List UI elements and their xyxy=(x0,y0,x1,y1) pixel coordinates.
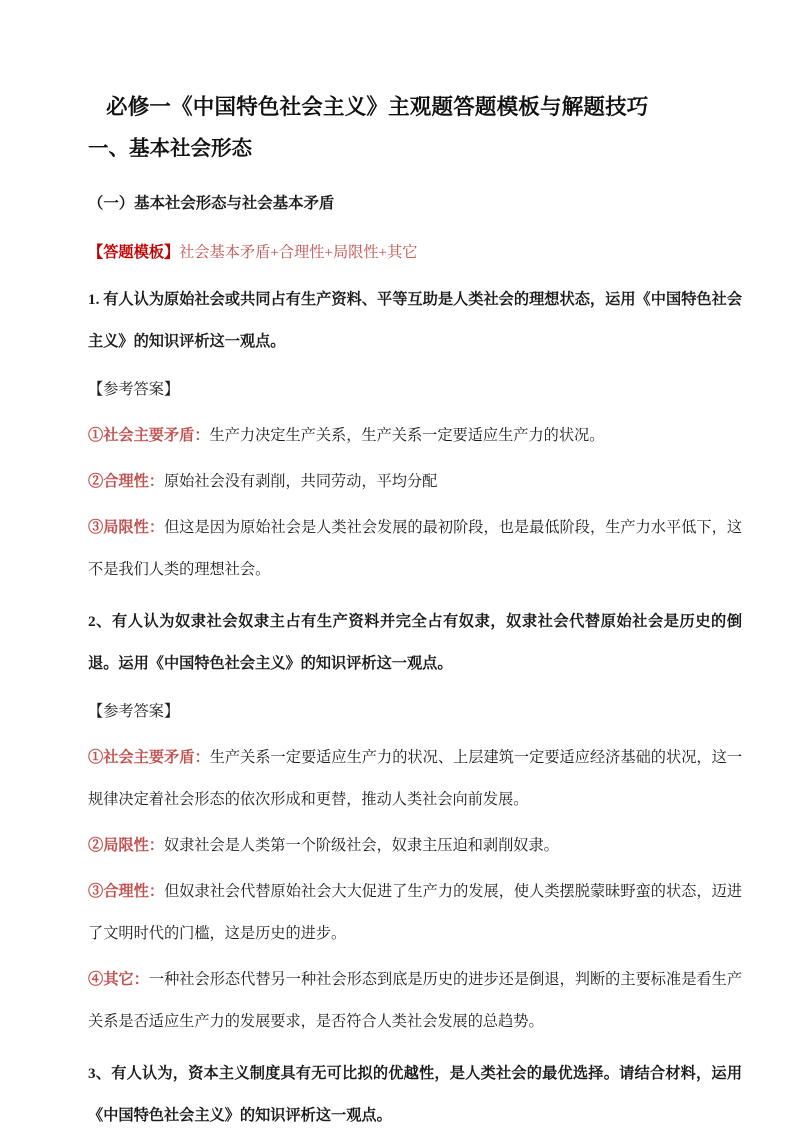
answer-marker: ① xyxy=(88,748,104,766)
answer-template-tag: 【答题模板】 xyxy=(88,243,180,261)
question-2-number: 2、 xyxy=(88,612,112,630)
answer-key-label: 合理性 xyxy=(103,882,149,900)
answer-key-label: 局限性 xyxy=(103,518,149,536)
question-1-answer-3 xyxy=(88,503,742,591)
answer-key-label: 其它 xyxy=(103,970,134,988)
question-2-answer-3 xyxy=(88,867,742,955)
answer-template-text: 社会基本矛盾+合理性+局限性+其它 xyxy=(179,243,418,261)
question-2-answer-1 xyxy=(88,733,742,821)
question-2-answer-2 xyxy=(88,821,742,867)
question-1-number: 1. xyxy=(88,290,100,308)
answer-marker: ③ xyxy=(88,882,104,900)
question-2-text: 有人认为奴隶社会奴隶主占有生产资料并完全占有奴隶，奴隶社会代替原始社会是历史的倒退。运用《中国特色社会主义》的知识评析这一观点。 xyxy=(88,612,743,672)
answer-separator: ： xyxy=(133,970,149,988)
answer-separator: ： xyxy=(148,472,164,490)
answer-body-text: 但这是因为原始社会是人类社会发展的最初阶段，也是最低阶段，生产力水平低下，这不是我们人类的理想社会。 xyxy=(88,518,743,578)
question-1-answer-1 xyxy=(88,411,742,457)
answer-key-label: 局限性 xyxy=(103,836,149,854)
answer-separator: ： xyxy=(148,836,164,854)
question-3-number: 3、 xyxy=(88,1064,112,1082)
question-1 xyxy=(88,274,742,363)
question-2-answer-4 xyxy=(88,955,742,1043)
section-heading: 一、基本社会形态 xyxy=(88,136,252,161)
question-2 xyxy=(88,591,742,685)
answer-body-text: 一种社会形态代替另一种社会形态到底是历史的进步还是倒退，判断的主要标准是看生产关系是否适应生产力的发展要求，是否符合人类社会发展的总趋势。 xyxy=(88,970,743,1030)
answer-body-text: 原始社会没有剥削，共同劳动，平均分配 xyxy=(163,472,438,490)
answer-body-text: 生产力决定生产关系，生产关系一定要适应生产力的状况。 xyxy=(209,426,605,444)
answer-separator: ： xyxy=(148,518,165,536)
answer-key-label: 社会主要矛盾 xyxy=(103,748,195,766)
answer-template-line xyxy=(88,225,742,274)
answer-marker: ④ xyxy=(88,970,104,988)
answer-marker: ① xyxy=(88,426,104,444)
question-1-answer-label: 【参考答案】 xyxy=(88,380,180,398)
page-title: 必修一《中国特色社会主义》主观题答题模板与解题技巧 xyxy=(106,95,649,120)
subsection-heading: （一）基本社会形态与社会基本矛盾 xyxy=(88,194,335,212)
document-content xyxy=(88,0,742,1137)
answer-separator: ： xyxy=(194,748,210,766)
answer-separator: ： xyxy=(148,882,165,900)
answer-body-text: 奴隶社会是人类第一个阶级社会，奴隶主压迫和剥削奴隶。 xyxy=(163,836,559,854)
answer-marker: ② xyxy=(88,472,104,490)
question-2-answer-label: 【参考答案】 xyxy=(88,702,180,720)
question-3 xyxy=(88,1043,742,1137)
answer-body-text: 但奴隶社会代替原始社会大大促进了生产力的发展，使人类摆脱蒙昧野蛮的状态，迈进了文明时代的门槛，这是历史的进步。 xyxy=(88,882,743,942)
question-1-text: 有人认为原始社会或共同占有生产资料、平等互助是人类社会的理想状态，运用《中国特色社会主义》的知识评析这一观点。 xyxy=(88,290,743,350)
answer-separator: ： xyxy=(194,426,210,444)
answer-key-label: 合理性 xyxy=(103,472,149,490)
question-3-text: 有人认为，资本主义制度具有无可比拟的优越性，是人类社会的最优选择。请结合材料，运用《中国特色社会主义》的知识评析这一观点。 xyxy=(88,1064,742,1124)
answer-key-label: 社会主要矛盾 xyxy=(103,426,195,444)
answer-body-text: 生产关系一定要适应生产力的状况、上层建筑一定要适应经济基础的状况，这一规律决定着社会形态的依次形成和更替，推动人类社会向前发展。 xyxy=(88,748,743,808)
answer-marker: ③ xyxy=(88,518,104,536)
question-1-answer-2 xyxy=(88,457,742,503)
answer-marker: ② xyxy=(88,836,104,854)
